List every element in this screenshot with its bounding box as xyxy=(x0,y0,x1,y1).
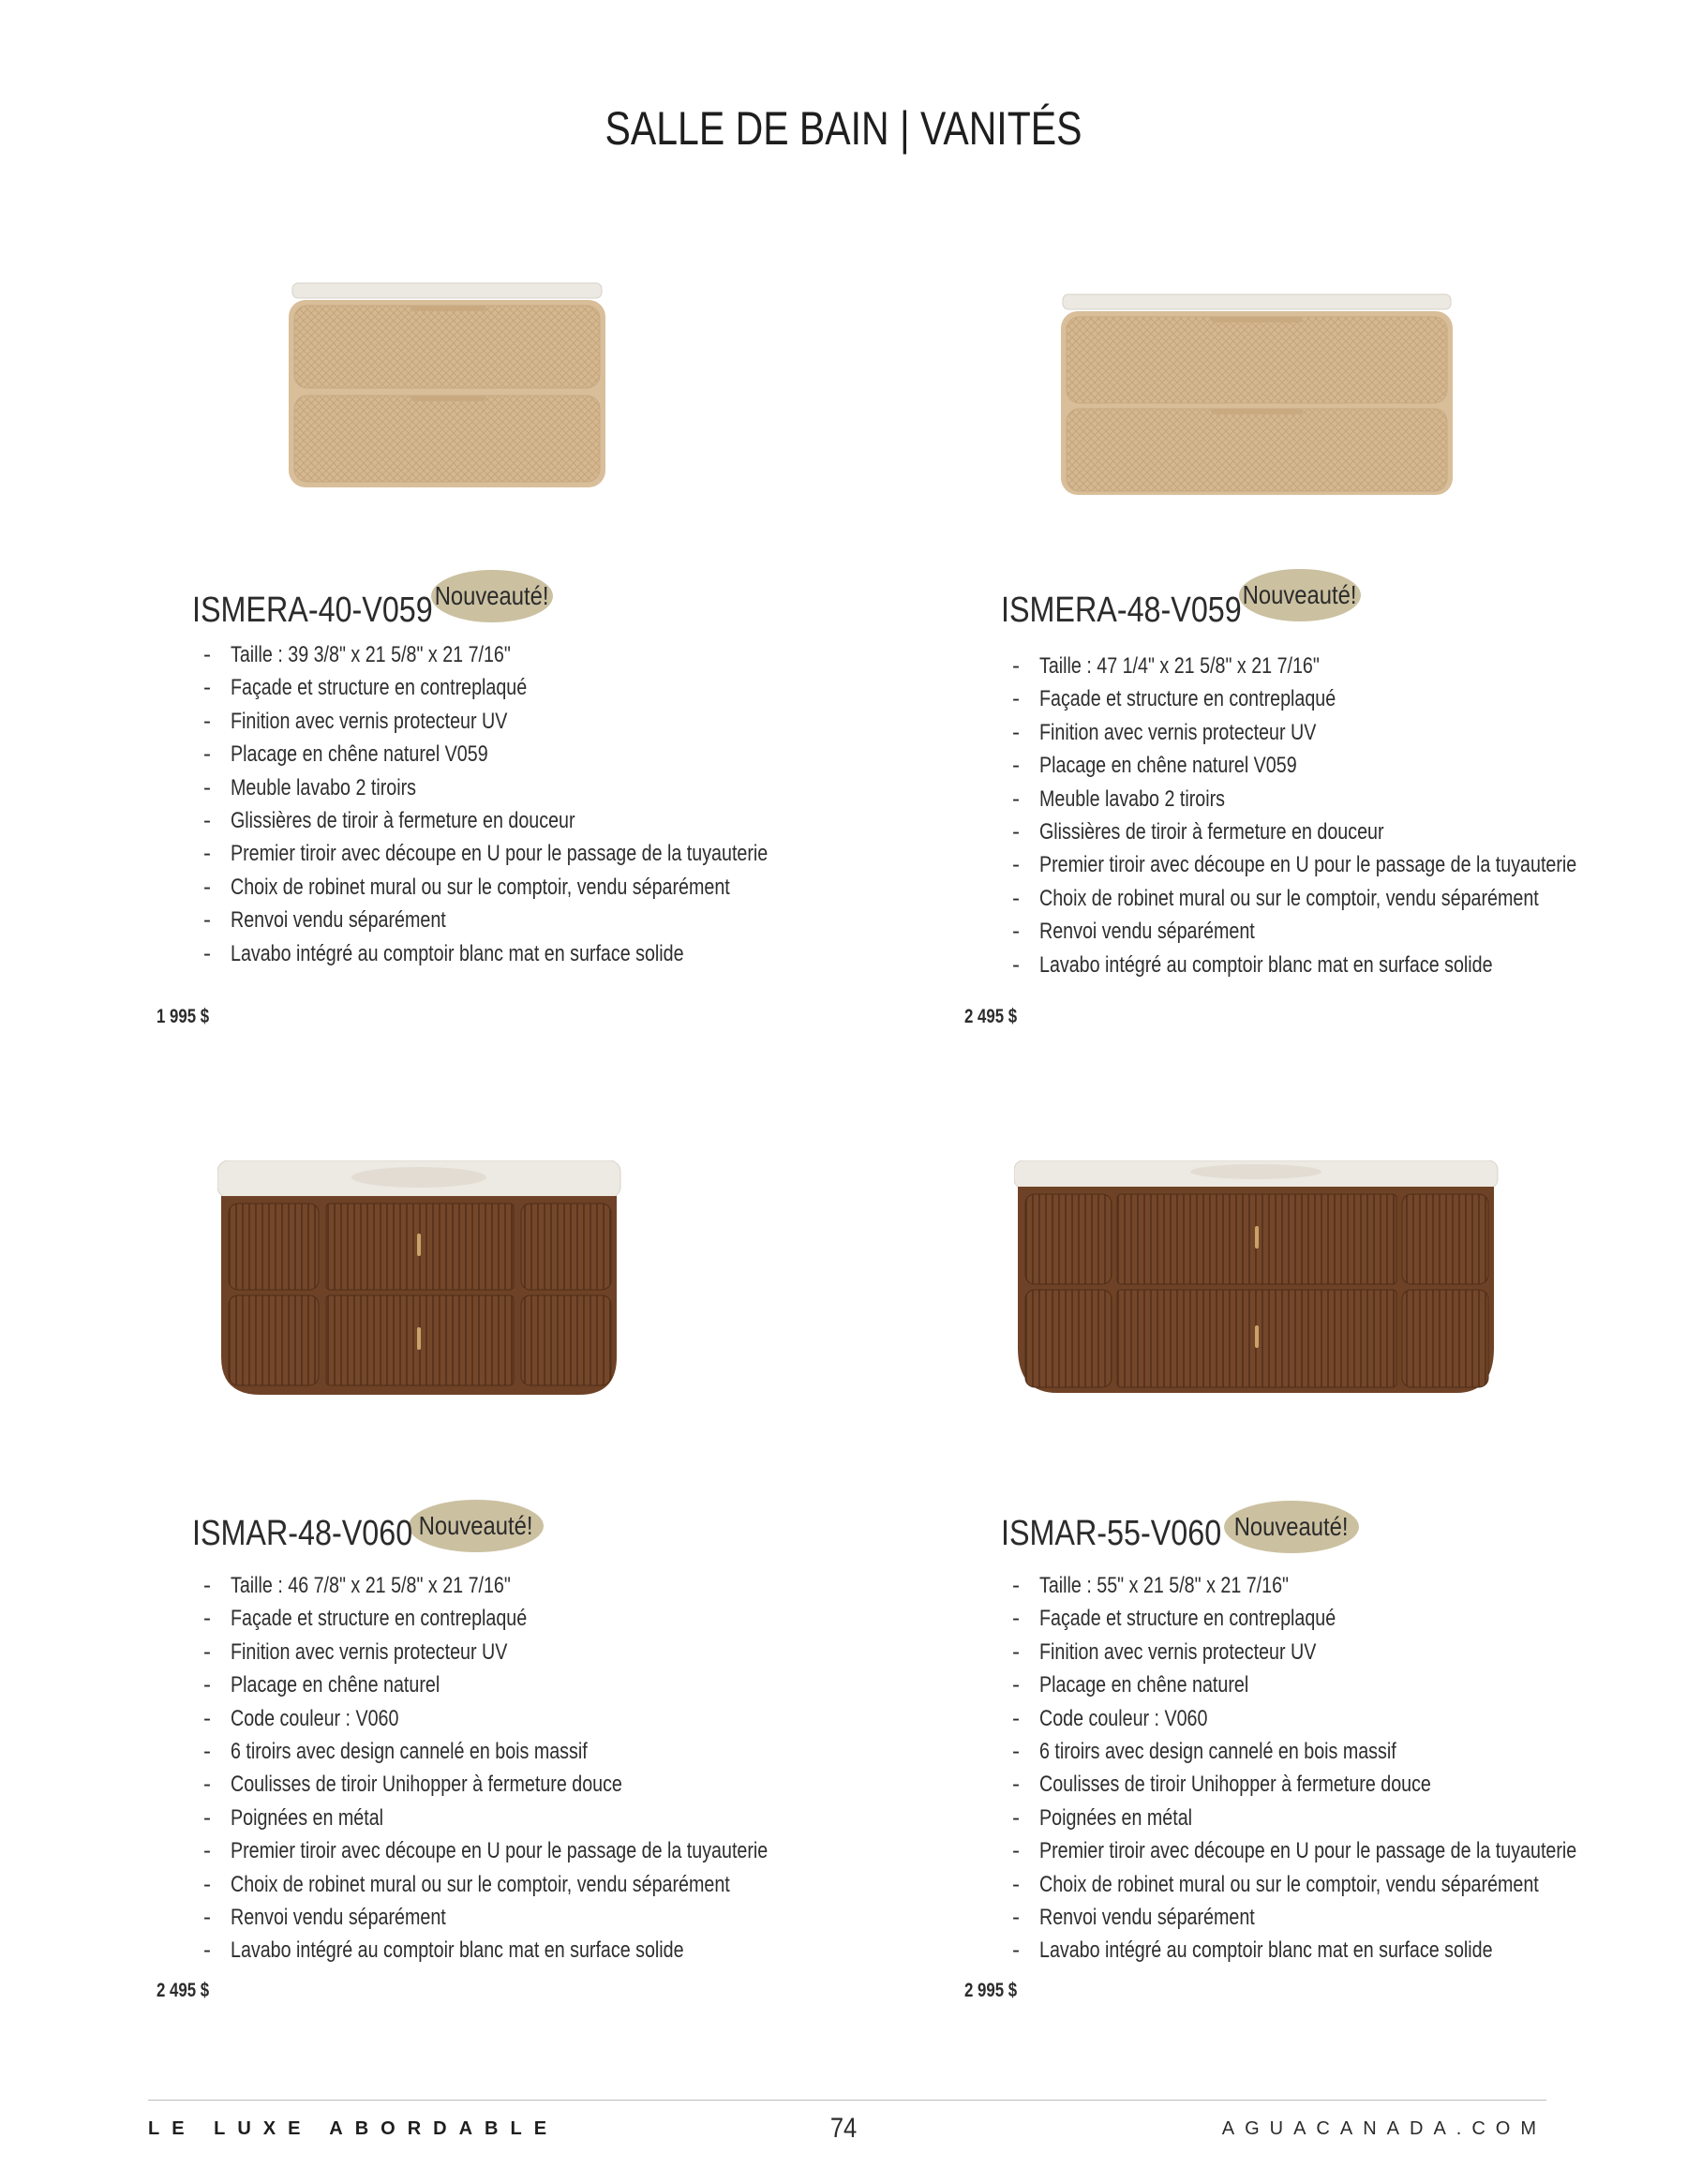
spec-item: - Coulisses de tiroir Unihopper à fermeture douce xyxy=(1012,1772,1431,1798)
spec-item: - Premier tiroir avec découpe en U pour le passage de la tuyauterie xyxy=(203,841,769,867)
new-badge xyxy=(1239,569,1361,621)
page-title: SALLE DE BAIN | VANITÉS xyxy=(605,102,1082,155)
product-name: ISMAR-55-V060 xyxy=(1001,1514,1222,1553)
spec-item: - Choix de robinet mural ou sur le comptoir, vendu séparément xyxy=(203,874,730,900)
page-number: 74 xyxy=(829,2113,858,2144)
spec-item: - Placage en chêne naturel xyxy=(203,1672,440,1698)
footer-divider xyxy=(148,2100,1546,2101)
spec-item: - Lavabo intégré au comptoir blanc mat en surface solide xyxy=(1012,951,1493,978)
spec-item: - Lavabo intégré au comptoir blanc mat en surface solide xyxy=(203,940,684,966)
spec-item: - Finition avec vernis protecteur UV xyxy=(203,708,508,734)
spec-item: - Finition avec vernis protecteur UV xyxy=(1012,719,1317,745)
spec-item: - Finition avec vernis protecteur UV xyxy=(203,1638,508,1665)
spec-item: - Poignées en métal xyxy=(203,1804,384,1831)
product-image-ismera-48 xyxy=(1061,292,1455,499)
price: 1 995 $ xyxy=(157,1006,210,1027)
spec-item: - Lavabo intégré au comptoir blanc mat en surface solide xyxy=(203,1937,684,1964)
spec-item: - Placage en chêne naturel V059 xyxy=(203,741,488,768)
footer-website: AGUACANADA.COM xyxy=(1221,2118,1546,2139)
price: 2 495 $ xyxy=(157,1980,210,2001)
spec-item: - Taille : 39 3/8" x 21 5/8" x 21 7/16" xyxy=(203,642,511,667)
spec-item: - Poignées en métal xyxy=(1012,1804,1193,1831)
new-badge xyxy=(1224,1501,1359,1553)
spec-item: - Lavabo intégré au comptoir blanc mat en surface solide xyxy=(1012,1937,1493,1964)
new-badge xyxy=(409,1500,544,1552)
spec-item: - Façade et structure en contreplaqué xyxy=(203,1606,528,1632)
spec-item: - Renvoi vendu séparément xyxy=(203,907,446,934)
product-image-ismar-55 xyxy=(1014,1160,1500,1397)
product-name: ISMAR-48-V060 xyxy=(192,1514,413,1553)
price: 2 995 $ xyxy=(964,1980,1018,2001)
spec-item: - Placage en chêne naturel V059 xyxy=(1012,753,1297,779)
new-badge-label: Nouveauté! xyxy=(1243,580,1357,609)
spec-item: - Taille : 55" x 21 5/8" x 21 7/16" xyxy=(1012,1573,1290,1598)
product-name: ISMERA-48-V059 xyxy=(1001,591,1242,630)
price: 2 495 $ xyxy=(964,1006,1018,1027)
spec-item: - Glissières de tiroir à fermeture en douceur xyxy=(203,807,575,833)
spec-item: - Renvoi vendu séparément xyxy=(1012,919,1255,945)
spec-item: - Premier tiroir avec découpe en U pour le passage de la tuyauterie xyxy=(1012,852,1577,878)
new-badge-label: Nouveauté! xyxy=(419,1511,533,1540)
spec-item: - Coulisses de tiroir Unihopper à fermeture douce xyxy=(203,1772,622,1798)
spec-item: - Placage en chêne naturel xyxy=(1012,1672,1249,1698)
spec-item: - Choix de robinet mural ou sur le comptoir, vendu séparément xyxy=(203,1871,730,1897)
new-badge-label: Nouveauté! xyxy=(435,581,549,610)
spec-item: - Taille : 46 7/8" x 21 5/8" x 21 7/16" xyxy=(203,1573,511,1598)
spec-item: - Meuble lavabo 2 tiroirs xyxy=(1012,785,1225,812)
spec-list xyxy=(1012,650,1687,981)
spec-item: - Façade et structure en contreplaqué xyxy=(1012,686,1336,712)
spec-item: - Glissières de tiroir à fermeture en douceur xyxy=(1012,818,1384,845)
spec-item: - Premier tiroir avec découpe en U pour le passage de la tuyauterie xyxy=(203,1838,769,1864)
product-name: ISMERA-40-V059 xyxy=(192,591,433,630)
product-image-ismera-40 xyxy=(289,279,607,490)
spec-item: - 6 tiroirs avec design cannelé en bois massif xyxy=(1012,1738,1396,1764)
spec-item: - Renvoi vendu séparément xyxy=(1012,1904,1255,1930)
spec-item: - Renvoi vendu séparément xyxy=(203,1904,446,1930)
new-badge xyxy=(431,570,553,622)
spec-item: - Façade et structure en contreplaqué xyxy=(1012,1606,1336,1632)
spec-item: - Taille : 47 1/4" x 21 5/8" x 21 7/16" xyxy=(1012,653,1320,679)
spec-item: - Choix de robinet mural ou sur le comptoir, vendu séparément xyxy=(1012,1871,1539,1897)
spec-item: - Finition avec vernis protecteur UV xyxy=(1012,1638,1317,1665)
spec-list xyxy=(1012,1569,1687,1967)
product-image-ismar-48 xyxy=(217,1160,622,1399)
new-badge-label: Nouveauté! xyxy=(1234,1512,1349,1541)
spec-item: - Façade et structure en contreplaqué xyxy=(203,675,528,701)
spec-item: - Choix de robinet mural ou sur le comptoir, vendu séparément xyxy=(1012,885,1539,911)
spec-list xyxy=(203,638,886,970)
spec-list xyxy=(203,1569,886,1967)
spec-item: - Premier tiroir avec découpe en U pour le passage de la tuyauterie xyxy=(1012,1838,1577,1864)
footer-tagline: LE LUXE ABORDABLE xyxy=(148,2118,560,2139)
spec-item: - Code couleur : V060 xyxy=(1012,1705,1208,1731)
spec-item: - Code couleur : V060 xyxy=(203,1705,399,1731)
spec-item: - 6 tiroirs avec design cannelé en bois massif xyxy=(203,1738,588,1764)
spec-item: - Meuble lavabo 2 tiroirs xyxy=(203,774,416,800)
